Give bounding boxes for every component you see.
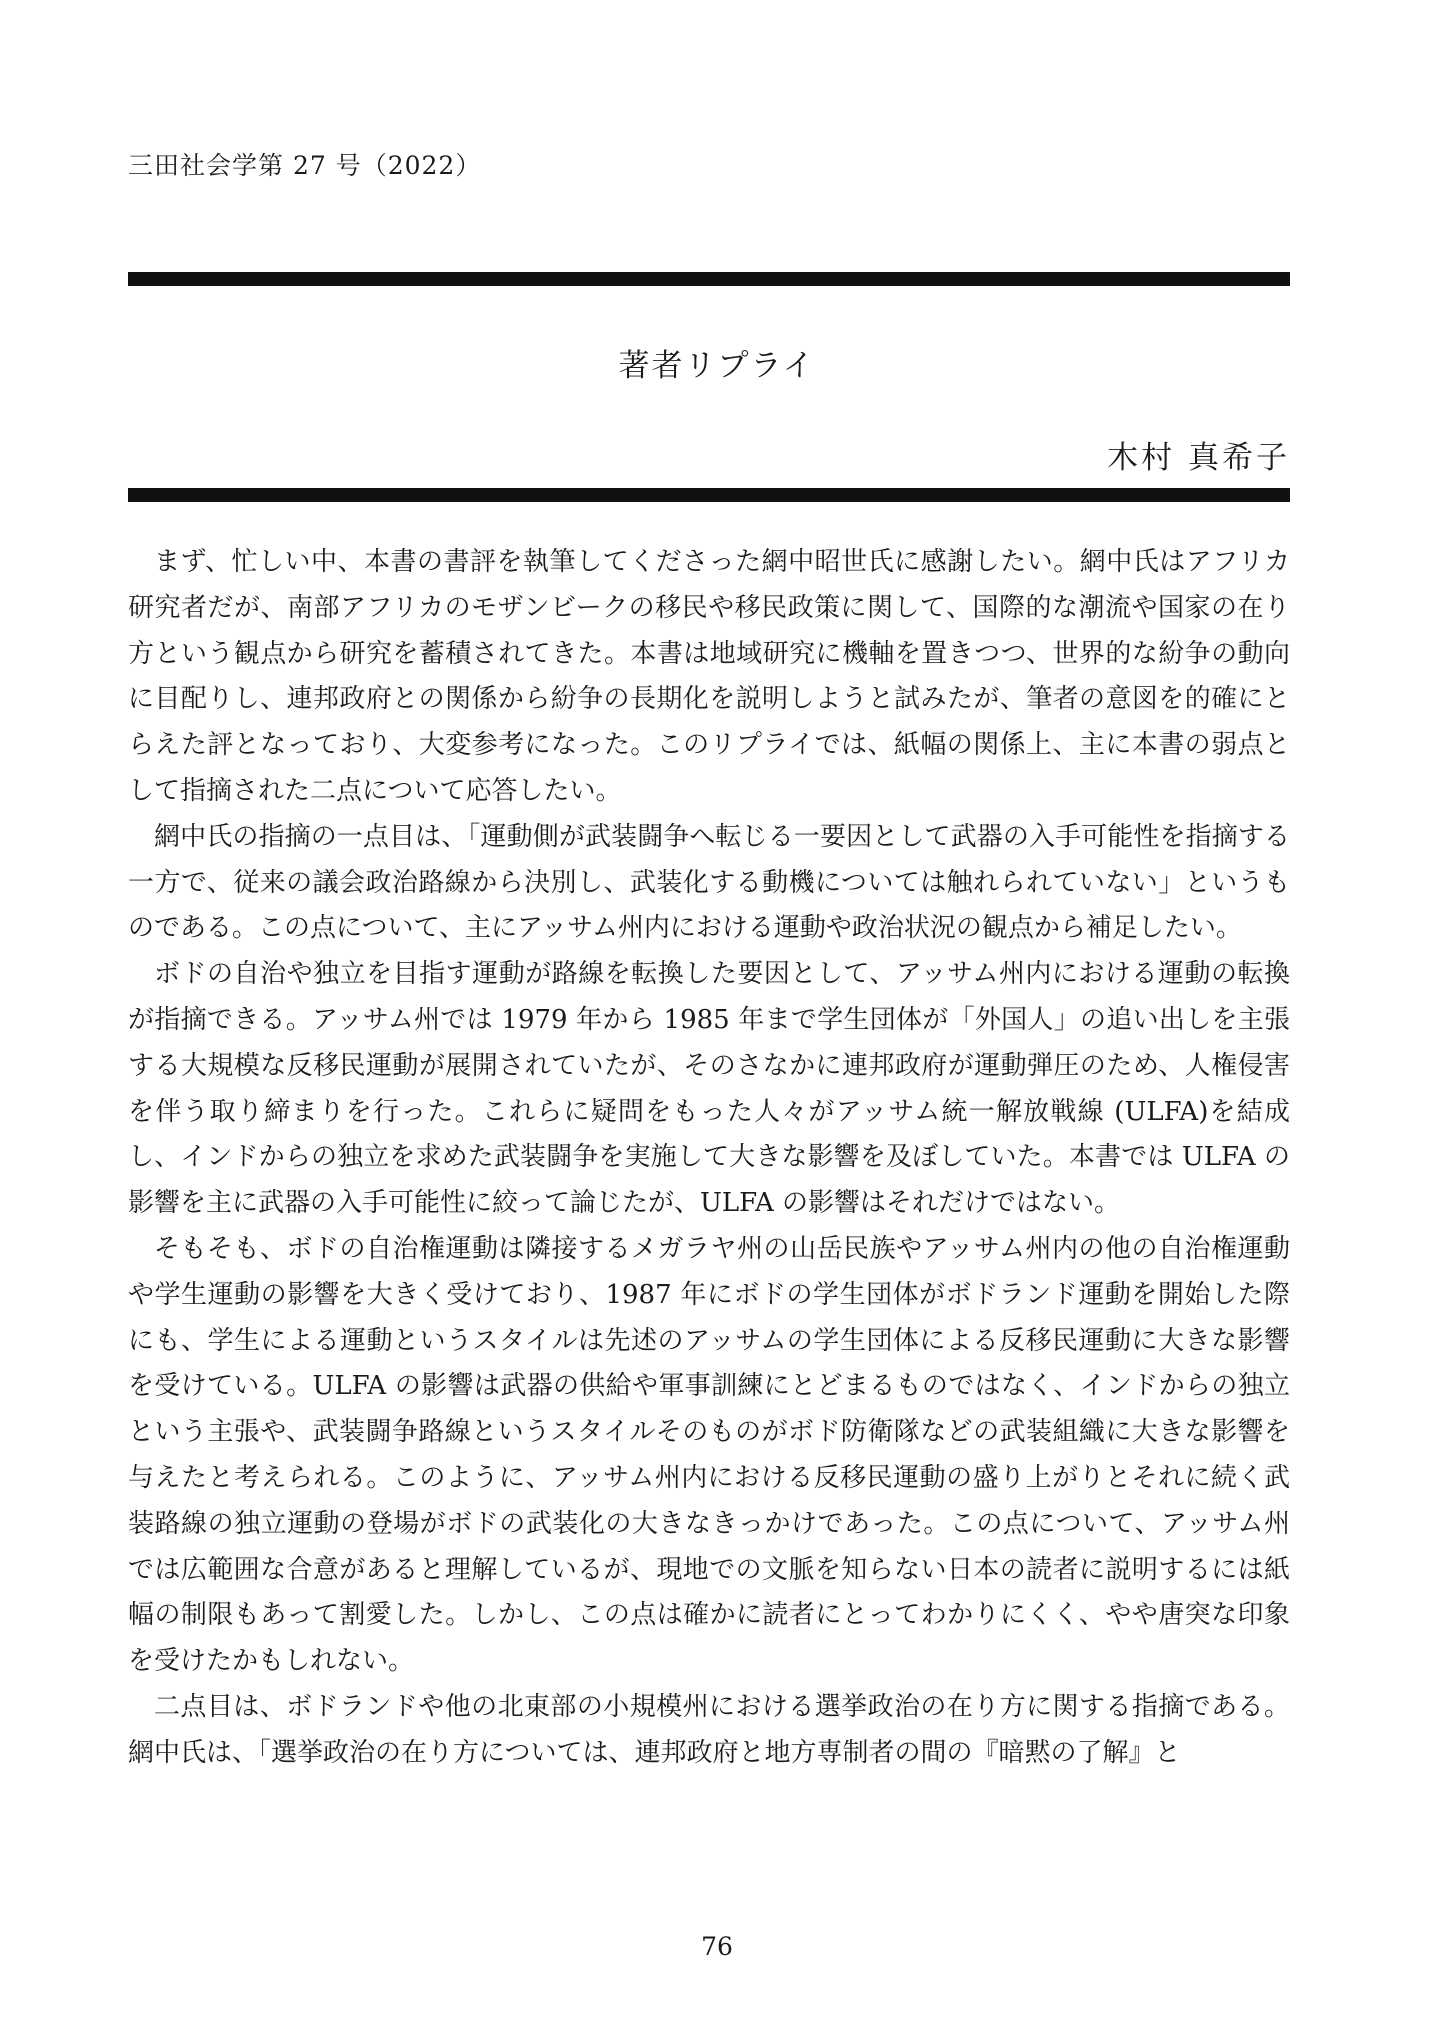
top-rule xyxy=(128,272,1290,286)
page-number: 76 xyxy=(701,1932,733,1961)
bottom-rule xyxy=(128,488,1290,502)
author-name: 木村 真希子 xyxy=(1107,440,1290,476)
paragraph-2: 網中氏の指摘の一点目は、「運動側が武装闘争へ転じる一要因として武器の入手可能性を指摘する一方で、従来の議会政治路線から決別し、武装化する動機については触れられていない」というものである。この点について、主にアッサム州内における運動や政治状況の観点から補足したい。 xyxy=(128,821,1290,944)
article-title: 著者リプライ xyxy=(618,348,816,384)
paragraph-1: まず、忙しい中、本書の書評を執筆してくださった網中昭世氏に感謝したい。網中氏はアフリカ研究者だが、南部アフリカのモザンビークの移民や移民政策に関して、国際的な潮流や国家の在り方という観点から研究を蓄積されてきた。本書は地域研究に機軸を置きつつ、世界的な紛争の動向に目配りし、連邦政府との関係から紛争の長期化を説明しようと試みたが、筆者の意図を的確にとらえた評となっており、大変参考になった。このリプライでは、紙幅の関係上、主に本書の弱点として指摘された二点について応答したい。 xyxy=(128,547,1290,806)
running-head: 三田社会学第 27 号（2022） xyxy=(128,151,482,180)
paragraph-4: そもそも、ボドの自治権運動は隣接するメガラヤ州の山岳民族やアッサム州内の他の自治権運動や学生運動の影響を大きく受けており、1987 年にボドの学生団体がボドランド運動を開始した際にも、学生による運動というスタイルは先述のアッサムの学生団体による反移民運動に大きな影響を受けている。ULFA の影響は武器の供給や軍事訓練にとどまるものではなく、インドからの独立という主張や、武装闘争路線というスタイルそのものがボド防衛隊などの武装組織に大きな影響を与えたと考えられる。このように、アッサム州内における反移民運動の盛り上がりとそれに続く武装路線の独立運動の登場がボドの武装化の大きなきっかけであった。この点について、アッサム州では広範囲な合意があると理解しているが、現地での文脈を知らない日本の読者に説明するには紙幅の制限もあって割愛した。しかし、この点は確かに読者にとってわかりにくく、やや唐突な印象を受けたかもしれない。 xyxy=(128,1233,1290,1677)
paragraph-3: ボドの自治や独立を目指す運動が路線を転換した要因として、アッサム州内における運動の転換が指摘できる。アッサム州では 1979 年から 1985 年まで学生団体が「外国人」の追い出しを主張する大規模な反移民運動が展開されていたが、そのさなかに連邦政府が運動弾圧のため、人権侵害を伴う取り締まりを行った。これらに疑問をもった人々がアッサム統一解放戦線 (ULFA)を結成し、インドからの独立を求めた武装闘争を実施して大きな影響を及ぼしていた。本書では ULFA の影響を主に武器の入手可能性に絞って論じたが、ULFA の影響はそれだけではない。 xyxy=(128,959,1290,1219)
article-body xyxy=(128,540,1290,1777)
paragraph-5: 二点目は、ボドランドや他の北東部の小規模州における選挙政治の在り方に関する指摘である。網中氏は、「選挙政治の在り方については、連邦政府と地方専制者の間の『暗黙の了解』と xyxy=(128,1691,1290,1768)
